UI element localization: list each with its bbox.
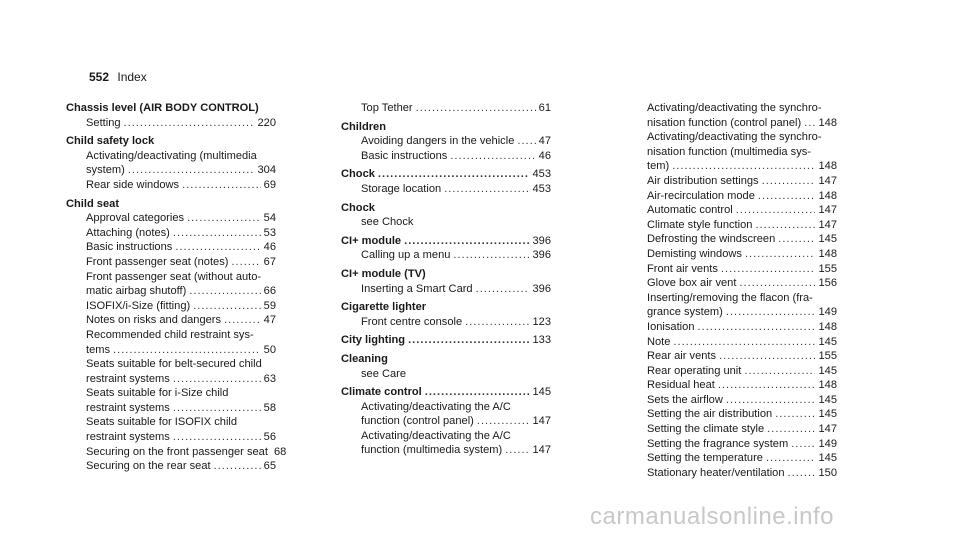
- leader-dots: [767, 422, 815, 437]
- index-subentry-label: matic airbag shutoff): [86, 285, 187, 298]
- leader-dots: [425, 385, 530, 400]
- index-subentry: [341, 248, 551, 263]
- index-heading: Child safety lock: [66, 135, 155, 148]
- index-column-3: [627, 101, 837, 480]
- page-ref: 147: [818, 218, 837, 231]
- page-ref: 145: [818, 452, 837, 465]
- index-subentry: [627, 451, 837, 466]
- index-subentry-label: Avoiding dangers in the vehicle: [361, 135, 515, 148]
- index-heading-label: Chock: [341, 168, 375, 181]
- page-ref: 53: [263, 226, 276, 239]
- page-ref: 148: [818, 160, 837, 173]
- leader-dots: [231, 255, 260, 270]
- leader-dots: [755, 218, 815, 233]
- leader-dots: [744, 364, 815, 379]
- page-ref: 59: [263, 299, 276, 312]
- page-ref: 58: [263, 401, 276, 414]
- index-subentry-label: Setting the air distribution: [647, 408, 773, 421]
- index-subentry-label: Demisting windows: [647, 247, 742, 260]
- page-ref: 148: [818, 247, 837, 260]
- page-ref: 67: [263, 255, 276, 268]
- leader-dots: [762, 174, 816, 189]
- leader-dots: [187, 211, 261, 226]
- leader-dots: [672, 159, 815, 174]
- page-ref: 56: [263, 431, 276, 444]
- index-subentry-label: Basic instructions: [86, 241, 173, 254]
- page-ref: 65: [263, 460, 276, 473]
- page-ref: 47: [263, 314, 276, 327]
- index-heading: Cigarette lighter: [341, 301, 427, 314]
- index-heading: Child seat: [66, 197, 120, 210]
- index-subentry-label: Front passenger seat (notes): [86, 255, 229, 268]
- index-heading-label: Climate control: [341, 386, 422, 399]
- page-ref: 147: [532, 415, 551, 428]
- leader-dots: [189, 284, 260, 299]
- leader-dots: [173, 372, 261, 387]
- index-heading: [341, 385, 551, 400]
- index-subentry: [66, 445, 287, 460]
- page-ref: 147: [532, 444, 551, 457]
- index-subentry-label: Top Tether: [361, 102, 413, 114]
- page-ref: 123: [532, 315, 551, 328]
- page-ref: 68: [273, 445, 287, 458]
- leader-dots: [718, 378, 816, 393]
- index-subentry: Seats suitable for ISOFIX child: [86, 416, 238, 429]
- index-subentry-label: Automatic control: [647, 204, 733, 217]
- index-heading: Chock: [341, 201, 375, 214]
- index-subentry-label: Storage location: [361, 182, 442, 195]
- page-ref: 155: [818, 350, 837, 363]
- index-subentry: [66, 284, 276, 299]
- page-ref: 147: [818, 204, 837, 217]
- leader-dots: [775, 407, 815, 422]
- index-subentry: [66, 226, 276, 241]
- index-subentry-label: Rear air vents: [647, 350, 717, 363]
- page-ref: 145: [818, 408, 837, 421]
- leader-dots: [378, 167, 530, 182]
- page-ref: 145: [818, 335, 837, 348]
- page-ref: 304: [257, 164, 276, 177]
- leader-dots: [766, 451, 816, 466]
- index-subentry: see Chock: [361, 216, 414, 229]
- leader-dots: [476, 282, 530, 297]
- index-subentry: [66, 178, 276, 193]
- index-subentry: [627, 320, 837, 335]
- page-ref: 145: [818, 364, 837, 377]
- index-subentry-label: Setting: [86, 116, 121, 129]
- leader-dots: [193, 299, 260, 314]
- leader-dots: [745, 247, 816, 262]
- index-subentry: [66, 459, 276, 474]
- leader-dots: [739, 276, 815, 291]
- page-ref: 145: [818, 393, 837, 406]
- index-subentry: [66, 313, 276, 328]
- leader-dots: [404, 234, 529, 249]
- leader-dots: [408, 333, 529, 348]
- index-subentry-label: Setting the fragrance system: [647, 437, 789, 450]
- index-subentry: nisation function (multimedia sys-: [647, 145, 812, 158]
- page-ref: 133: [532, 334, 551, 347]
- index-subentry-label: restraint systems: [86, 372, 170, 385]
- page-ref: 61: [538, 102, 551, 114]
- leader-dots: [505, 443, 529, 458]
- page-ref: 145: [532, 386, 551, 399]
- index-heading: Cleaning: [341, 352, 388, 365]
- page-ref: 147: [818, 174, 837, 187]
- index-subentry: [627, 407, 837, 422]
- index-subentry: [627, 218, 837, 233]
- index-subentry: [66, 343, 276, 358]
- leader-dots: [214, 459, 261, 474]
- index-column-1: [66, 101, 287, 474]
- index-subentry: [627, 364, 837, 379]
- index-subentry: Activating/deactivating the A/C: [361, 429, 511, 442]
- index-subentry-label: nisation function (control panel): [647, 116, 802, 129]
- index-subentry: Seats suitable for belt-secured child: [86, 358, 262, 371]
- index-subentry: [627, 189, 837, 204]
- index-column-2: [341, 101, 551, 458]
- index-subentry-label: Basic instructions: [361, 149, 448, 162]
- index-subentry: [627, 159, 837, 174]
- index-subentry: Front passenger seat (without auto-: [86, 270, 262, 283]
- index-subentry-label: system): [86, 164, 125, 177]
- index-subentry: [341, 101, 551, 116]
- leader-dots: [416, 101, 536, 116]
- leader-dots: [791, 437, 815, 452]
- index-subentry-label: Front air vents: [647, 262, 718, 275]
- index-subentry-label: function (control panel): [361, 415, 474, 428]
- index-subentry-label: Calling up a menu: [361, 249, 451, 262]
- page-ref: 50: [263, 343, 276, 356]
- page-ref: 156: [818, 277, 837, 290]
- leader-dots: [804, 116, 815, 131]
- index-subentry: [627, 305, 837, 320]
- index-subentry: [66, 401, 276, 416]
- index-heading: Chassis level (AIR BODY CONTROL): [66, 102, 259, 114]
- leader-dots: [673, 335, 815, 350]
- leader-dots: [175, 240, 260, 255]
- index-heading: Children: [341, 120, 386, 133]
- index-subentry: [341, 315, 551, 330]
- index-subentry-label: Inserting a Smart Card: [361, 282, 473, 295]
- index-subentry: see Care: [361, 367, 407, 380]
- page-header: [89, 70, 147, 84]
- page-ref: 155: [818, 262, 837, 275]
- index-subentry: [627, 335, 837, 350]
- index-heading: [341, 167, 551, 182]
- leader-dots: [453, 248, 529, 263]
- page-ref: 453: [532, 182, 551, 195]
- index-subentry: Inserting/removing the flacon (fra-: [647, 291, 813, 304]
- index-subentry-label: ISOFIX/i-Size (fitting): [86, 299, 191, 312]
- index-subentry-label: Sets the airflow: [647, 393, 723, 406]
- leader-dots: [450, 149, 535, 164]
- index-subentry: [627, 378, 837, 393]
- index-subentry-label: Defrosting the windscreen: [647, 233, 776, 246]
- page-ref: 148: [818, 379, 837, 392]
- index-subentry: [66, 116, 276, 131]
- index-subentry-label: function (multimedia system): [361, 444, 503, 457]
- index-subentry-label: Approval categories: [86, 212, 185, 225]
- page-ref: 149: [818, 437, 837, 450]
- index-subentry: [627, 437, 837, 452]
- index-subentry-label: Rear operating unit: [647, 364, 742, 377]
- leader-dots: [721, 262, 816, 277]
- index-heading-label: CI+ module: [341, 234, 402, 247]
- leader-dots: [444, 182, 529, 197]
- leader-dots: [128, 163, 255, 178]
- index-subentry: Activating/deactivating (multimedia: [86, 149, 257, 162]
- page-ref: 453: [532, 168, 551, 181]
- index-subentry-label: Attaching (notes): [86, 226, 170, 239]
- index-subentry-label: Glove box air vent: [647, 277, 737, 290]
- page-ref: 150: [818, 466, 837, 479]
- index-subentry-label: Rear side windows: [86, 178, 180, 191]
- page-ref: 396: [532, 282, 551, 295]
- index-subentry-label: Ionisation: [647, 320, 695, 333]
- index-heading: [341, 333, 551, 348]
- section-title: Index: [117, 70, 147, 84]
- page-ref: 147: [818, 423, 837, 436]
- index-subentry: [627, 116, 837, 131]
- index-subentry: [66, 255, 276, 270]
- index-subentry-label: Securing on the rear seat: [86, 460, 211, 473]
- page-ref: 148: [818, 116, 837, 129]
- index-subentry: [627, 247, 837, 262]
- page-number: 552: [89, 70, 110, 84]
- leader-dots: [182, 178, 261, 193]
- index-subentry: [341, 282, 551, 297]
- index-subentry-label: Securing on the front passenger seat: [86, 445, 268, 458]
- leader-dots: [465, 315, 529, 330]
- page-ref: 220: [257, 116, 276, 129]
- index-subentry-label: Air-recirculation mode: [647, 189, 755, 202]
- page-ref: 66: [263, 285, 276, 298]
- index-subentry: [66, 163, 276, 178]
- index-subentry: Activating/deactivating the synchro-: [647, 131, 822, 144]
- page-ref: 396: [532, 234, 551, 247]
- index-subentry-label: Climate style function: [647, 218, 753, 231]
- index-heading: CI+ module (TV): [341, 267, 426, 280]
- index-subentry: [341, 443, 551, 458]
- leader-dots: [726, 305, 816, 320]
- index-subentry: [627, 349, 837, 364]
- index-subentry: Activating/deactivating the A/C: [361, 400, 511, 413]
- page-ref: 46: [263, 241, 276, 254]
- index-subentry-label: Air distribution settings: [647, 174, 759, 187]
- index-subentry: [627, 232, 837, 247]
- index-subentry-label: Notes on risks and dangers: [86, 314, 222, 327]
- index-subentry-label: grance system): [647, 306, 723, 319]
- index-subentry-label: restraint systems: [86, 401, 170, 414]
- index-subentry-label: Residual heat: [647, 379, 715, 392]
- index-subentry-label: Setting the climate style: [647, 423, 765, 436]
- leader-dots: [173, 401, 261, 416]
- index-subentry: [627, 422, 837, 437]
- index-subentry: [66, 299, 276, 314]
- index-subentry: [627, 466, 837, 481]
- watermark: carmanualsonline.info: [590, 503, 834, 530]
- page-ref: 148: [818, 189, 837, 202]
- index-subentry-label: Front centre console: [361, 315, 463, 328]
- index-heading: [341, 234, 551, 249]
- index-subentry: [627, 203, 837, 218]
- leader-dots: [698, 320, 816, 335]
- index-subentry: [66, 430, 276, 445]
- index-subentry: [627, 174, 837, 189]
- page-ref: 54: [263, 212, 276, 225]
- index-subentry: [66, 372, 276, 387]
- leader-dots: [736, 203, 816, 218]
- page-ref: 396: [532, 249, 551, 262]
- index-subentry: Seats suitable for i-Size child: [86, 387, 229, 400]
- page-ref: 46: [538, 149, 551, 162]
- page-ref: 148: [818, 320, 837, 333]
- leader-dots: [517, 134, 535, 149]
- page-ref: 69: [263, 178, 276, 191]
- page-ref: 149: [818, 306, 837, 319]
- index-subentry-label: restraint systems: [86, 431, 170, 444]
- leader-dots: [173, 226, 261, 241]
- leader-dots: [719, 349, 815, 364]
- index-subentry: [341, 149, 551, 164]
- index-subentry: [66, 211, 276, 226]
- page-ref: 63: [263, 372, 276, 385]
- index-subentry: [341, 182, 551, 197]
- index-subentry: Activating/deactivating the synchro-: [647, 102, 822, 114]
- leader-dots: [173, 430, 261, 445]
- index-subentry: [627, 393, 837, 408]
- leader-dots: [788, 466, 816, 481]
- index-subentry-label: Note: [647, 335, 671, 348]
- index-subentry: [66, 240, 276, 255]
- index-subentry-label: tems: [86, 343, 111, 356]
- leader-dots: [124, 116, 255, 131]
- leader-dots: [477, 414, 530, 429]
- leader-dots: [224, 313, 261, 328]
- index-subentry-label: tem): [647, 160, 670, 173]
- index-subentry: [341, 414, 551, 429]
- page-ref: 47: [538, 135, 551, 148]
- index-subentry: [341, 134, 551, 149]
- index-subentry: Recommended child restraint sys-: [86, 328, 254, 341]
- page-ref: 145: [818, 233, 837, 246]
- index-subentry-label: Setting the temperature: [647, 452, 763, 465]
- index-heading-label: City lighting: [341, 334, 406, 347]
- leader-dots: [758, 189, 816, 204]
- index-subentry: [627, 262, 837, 277]
- leader-dots: [726, 393, 816, 408]
- index-subentry-label: Stationary heater/ventilation: [647, 466, 785, 479]
- leader-dots: [113, 343, 261, 358]
- leader-dots: [778, 232, 815, 247]
- index-subentry: [627, 276, 837, 291]
